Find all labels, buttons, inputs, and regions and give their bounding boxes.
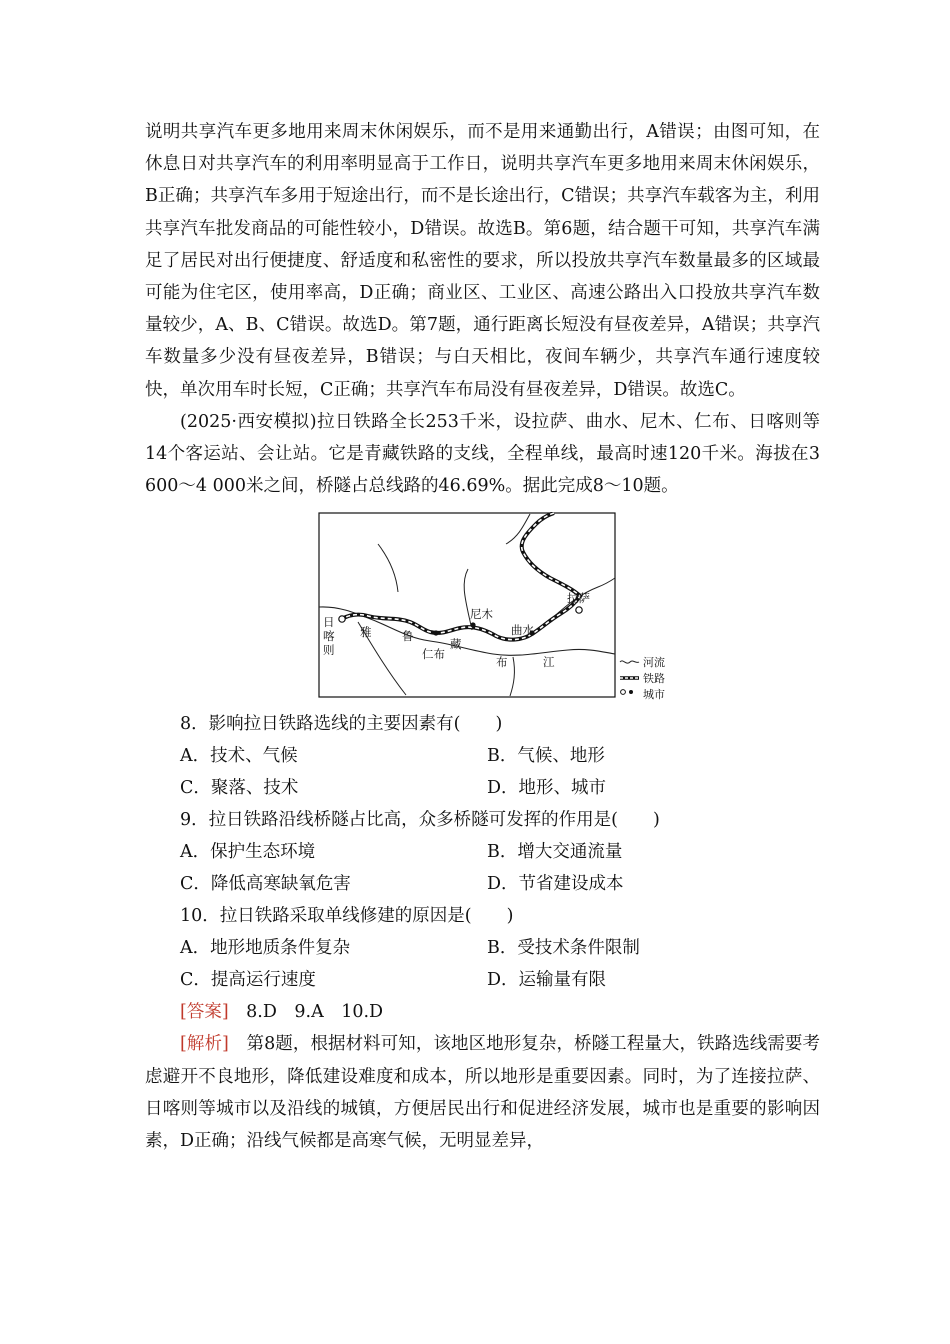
river-char-4: 布	[496, 655, 508, 670]
question-9-stem: 9．拉日铁路沿线桥隧占比高，众多桥隧可发挥的作用是( )	[180, 810, 660, 831]
question-8-stem: 8．影响拉日铁路选线的主要因素有( )	[180, 714, 503, 735]
river-tributary-north	[378, 544, 398, 592]
question-8-option-b: B．气候、地形	[487, 746, 605, 767]
legend-labels	[643, 642, 673, 702]
question-8-option-a: A．技术、气候	[180, 746, 298, 767]
city-renbu-dot	[433, 631, 438, 636]
river-char-2: 鲁	[402, 629, 414, 644]
intro-paragraph: 说明共享汽车更多地用来周末休闲娱乐，而不是用来通勤出行，A错误；由图可知，在休息日对共享汽车的利用率明显高于工作日，说明共享汽车更多地用来周末休闲娱乐，B正确；共享汽车多用于短途出行，而不是长途出行，C错误；共享汽车载客为主，利用共享汽车批发商品的可能性较小，D错误。故选B。第6题，结合题干可知，共享汽车满足了居民对出行便捷度、舒适度和私密性的要求，所以投放共享汽车数量最多的区域最可能为住宅区，使用率高，D正确；商业区、工业区、高速公路出入口投放共享汽车数量较少，A、B、C错误。故选D。第7题，通行距离长短没有昼夜差异，A错误；共享汽车数量多少没有昼夜差异，B错误；与白天相比，夜间车辆少，共享汽车通行速度较快，单次用车时长短，C正确；共享汽车布局没有昼夜差异，D错误。故选C。	[145, 122, 820, 400]
answer-text: 8.D 9.A 10.D	[228, 1002, 384, 1023]
question-9-option-c: C．降低高寒缺氧危害	[180, 874, 351, 895]
question-9-option-d: D．节省建设成本	[487, 874, 624, 895]
river-char-5: 江	[543, 655, 555, 670]
city-lasa-dot	[576, 607, 582, 613]
question-8-options-row1	[145, 740, 820, 772]
question-9-options-row1	[145, 836, 820, 868]
material-source: (2025·西安模拟)	[180, 411, 317, 432]
question-10-options-row1	[145, 932, 820, 964]
question-10-options-row2	[145, 964, 820, 996]
label-rikaze-1: 日	[323, 615, 335, 630]
question-9-options-row2	[145, 868, 820, 900]
question-8-option-c: C．聚落、技术	[180, 778, 299, 799]
legend-river-symbol	[620, 661, 639, 663]
legend-river-label: 河流	[643, 656, 665, 670]
question-8-option-d: D．地形、城市	[487, 778, 607, 799]
label-nimu: 尼木	[470, 607, 493, 622]
label-rikaze-2: 喀	[323, 629, 335, 644]
river-char-1: 雅	[360, 625, 372, 640]
question-10-option-b: B．受技术条件限制	[487, 938, 640, 959]
city-nimu-dot	[470, 623, 475, 628]
label-lasa: 拉萨	[567, 591, 590, 606]
question-10	[145, 900, 820, 996]
legend-city-dot	[629, 690, 633, 694]
legend-railway-label: 铁路	[643, 672, 665, 686]
question-10-stem: 10．拉日铁路采取单线修建的原因是( )	[180, 906, 514, 927]
question-8	[145, 708, 820, 804]
label-rikaze-3: 则	[323, 643, 335, 658]
river-tributary-south	[510, 657, 514, 696]
question-9	[145, 804, 820, 900]
label-qushui: 曲水	[511, 623, 534, 638]
railway-outer	[340, 513, 580, 640]
analysis-tag: [解析]	[180, 1034, 229, 1055]
label-renbu: 仁布	[422, 647, 445, 662]
legend-city-open-dot	[621, 690, 626, 695]
railway-map-svg	[318, 512, 643, 702]
question-8-options-row2	[145, 772, 820, 804]
material-paragraph	[145, 406, 820, 503]
material-text: 拉日铁路全长253千米，设拉萨、曲水、尼木、仁布、日喀则等14个客运站、会让站。它是青藏铁路的支线，全程单线，最高时速120千米。海拔在3 600～4 000米之间，桥隧占总线路的46.69%。据此完成8～10题。	[145, 411, 820, 497]
answer-tag: [答案]	[180, 1002, 229, 1023]
page	[145, 116, 820, 1157]
river-char-3: 藏	[450, 637, 462, 652]
question-10-option-c: C．提高运行速度	[180, 970, 316, 991]
river-northeast	[506, 514, 530, 544]
question-9-option-b: B．增大交通流量	[487, 842, 623, 863]
analysis-paragraph	[145, 1028, 820, 1157]
answer-line	[145, 996, 820, 1028]
railway-map	[318, 512, 665, 702]
city-rikaze-dot	[339, 616, 345, 622]
legend-city-label: 城市	[643, 688, 665, 702]
question-10-option-a: A．地形地质条件复杂	[180, 938, 351, 959]
analysis-text: 第8题，根据材料可知，该地区地形复杂，桥隧工程量大，铁路选线需要考虑避开不良地形，降低建设难度和成本，所以地形是重要因素。同时，为了连接拉萨、日喀则等城市以及沿线的城镇，方便居民出行和促进经济发展，城市也是重要的影响因素，D正确；沿线气候都是高寒气候，无明显差异，	[145, 1034, 820, 1152]
question-9-option-a: A．保护生态环境	[180, 842, 316, 863]
question-10-option-d: D．运输量有限	[487, 970, 607, 991]
